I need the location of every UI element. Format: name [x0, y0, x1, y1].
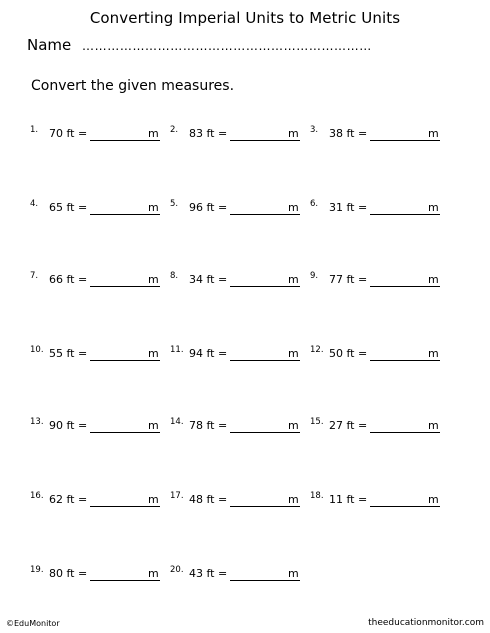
- name-label: Name: [27, 36, 72, 54]
- problem-8: [170, 273, 302, 287]
- answer-blank[interactable]: [370, 286, 440, 287]
- answer-blank[interactable]: [230, 286, 300, 287]
- problem-3: [310, 127, 442, 141]
- answer-blank[interactable]: [370, 432, 440, 433]
- problem-unit: m: [428, 127, 439, 140]
- problem-10: [30, 347, 162, 361]
- problem-number: 12.: [310, 345, 324, 355]
- problem-number: 17.: [170, 491, 184, 501]
- problem-unit: m: [148, 567, 159, 580]
- problem-unit: m: [288, 419, 299, 432]
- problem-20: [170, 567, 302, 581]
- problem-4: [30, 201, 162, 215]
- answer-blank[interactable]: [230, 506, 300, 507]
- answer-blank[interactable]: [90, 360, 160, 361]
- problem-2: [170, 127, 302, 141]
- problem-number: 16.: [30, 491, 44, 501]
- answer-blank[interactable]: [370, 214, 440, 215]
- name-dotted-line[interactable]: ……………………………………………………………: [82, 39, 372, 53]
- problem-unit: m: [148, 127, 159, 140]
- answer-blank[interactable]: [90, 214, 160, 215]
- problem-number: 2.: [170, 125, 179, 135]
- problem-measure: 83 ft =: [189, 127, 228, 140]
- problem-measure: 27 ft =: [329, 419, 368, 432]
- problem-unit: m: [288, 567, 299, 580]
- problem-measure: 66 ft =: [49, 273, 88, 286]
- answer-blank[interactable]: [370, 140, 440, 141]
- problem-number: 19.: [30, 565, 44, 575]
- name-field-row: [27, 36, 457, 54]
- problem-number: 18.: [310, 491, 324, 501]
- problem-9: [310, 273, 442, 287]
- problem-measure: 48 ft =: [189, 493, 228, 506]
- problem-measure: 90 ft =: [49, 419, 88, 432]
- website-text: theeducationmonitor.com: [368, 618, 484, 628]
- problem-measure: 94 ft =: [189, 347, 228, 360]
- answer-blank[interactable]: [230, 432, 300, 433]
- answer-blank[interactable]: [90, 286, 160, 287]
- answer-blank[interactable]: [370, 360, 440, 361]
- problem-measure: 96 ft =: [189, 201, 228, 214]
- answer-blank[interactable]: [230, 360, 300, 361]
- problem-19: [30, 567, 162, 581]
- problem-15: [310, 419, 442, 433]
- problem-measure: 78 ft =: [189, 419, 228, 432]
- problem-18: [310, 493, 442, 507]
- problem-measure: 34 ft =: [189, 273, 228, 286]
- answer-blank[interactable]: [90, 580, 160, 581]
- problem-6: [310, 201, 442, 215]
- problem-measure: 70 ft =: [49, 127, 88, 140]
- problem-1: [30, 127, 162, 141]
- answer-blank[interactable]: [90, 506, 160, 507]
- problem-unit: m: [288, 127, 299, 140]
- instruction-text: Convert the given measures.: [31, 78, 235, 94]
- problem-number: 11.: [170, 345, 184, 355]
- worksheet-title: Converting Imperial Units to Metric Units: [89, 9, 401, 27]
- problem-13: [30, 419, 162, 433]
- problem-unit: m: [428, 493, 439, 506]
- problem-unit: m: [148, 201, 159, 214]
- problem-measure: 65 ft =: [49, 201, 88, 214]
- problem-measure: 62 ft =: [49, 493, 88, 506]
- answer-blank[interactable]: [230, 580, 300, 581]
- problem-unit: m: [428, 419, 439, 432]
- answer-blank[interactable]: [90, 140, 160, 141]
- problem-7: [30, 273, 162, 287]
- answer-blank[interactable]: [370, 506, 440, 507]
- answer-blank[interactable]: [230, 214, 300, 215]
- problem-number: 5.: [170, 199, 179, 209]
- problem-number: 7.: [30, 271, 39, 281]
- problem-14: [170, 419, 302, 433]
- problem-number: 9.: [310, 271, 319, 281]
- answer-blank[interactable]: [90, 432, 160, 433]
- problem-17: [170, 493, 302, 507]
- problem-number: 8.: [170, 271, 179, 281]
- problem-5: [170, 201, 302, 215]
- problem-unit: m: [288, 347, 299, 360]
- problem-11: [170, 347, 302, 361]
- problem-measure: 50 ft =: [329, 347, 368, 360]
- problem-measure: 80 ft =: [49, 567, 88, 580]
- problem-16: [30, 493, 162, 507]
- problem-number: 1.: [30, 125, 39, 135]
- problem-number: 15.: [310, 417, 324, 427]
- problem-unit: m: [148, 419, 159, 432]
- problem-unit: m: [428, 201, 439, 214]
- problem-number: 10.: [30, 345, 44, 355]
- problem-unit: m: [288, 273, 299, 286]
- problem-number: 14.: [170, 417, 184, 427]
- problem-12: [310, 347, 442, 361]
- answer-blank[interactable]: [230, 140, 300, 141]
- problem-unit: m: [148, 347, 159, 360]
- problem-measure: 43 ft =: [189, 567, 228, 580]
- problem-measure: 55 ft =: [49, 347, 88, 360]
- problem-number: 20.: [170, 565, 184, 575]
- copyright-text: ©EduMonitor: [6, 619, 60, 628]
- problem-number: 6.: [310, 199, 319, 209]
- problem-number: 4.: [30, 199, 39, 209]
- problem-unit: m: [288, 493, 299, 506]
- problem-measure: 38 ft =: [329, 127, 368, 140]
- problem-unit: m: [428, 347, 439, 360]
- problem-measure: 11 ft =: [329, 493, 368, 506]
- problem-unit: m: [288, 201, 299, 214]
- problem-measure: 77 ft =: [329, 273, 368, 286]
- problem-measure: 31 ft =: [329, 201, 368, 214]
- problem-unit: m: [148, 273, 159, 286]
- problem-number: 3.: [310, 125, 319, 135]
- problem-number: 13.: [30, 417, 44, 427]
- problem-unit: m: [428, 273, 439, 286]
- problem-unit: m: [148, 493, 159, 506]
